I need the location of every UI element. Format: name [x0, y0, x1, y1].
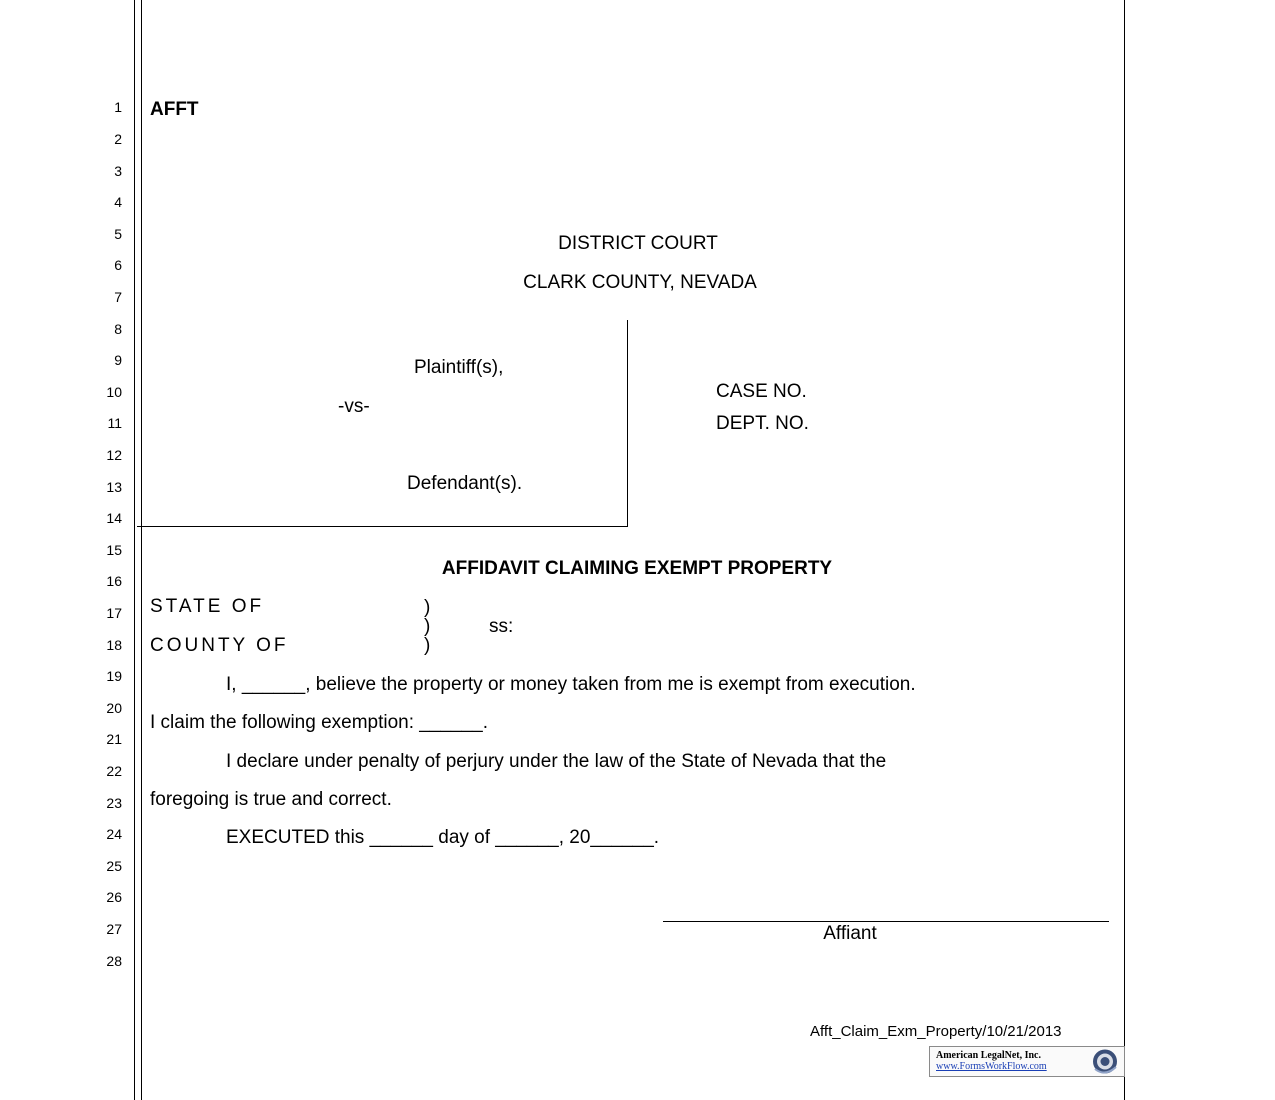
line-number: 3: [114, 163, 122, 179]
state-of-label: STATE OF: [150, 596, 265, 617]
body-line: I, ______, believe the property or money taken from me is exempt from execution.: [226, 674, 916, 695]
line-number: 1: [114, 99, 122, 115]
left-margin-rule-inner: [141, 0, 142, 1100]
line-number: 5: [114, 226, 122, 242]
body-line: foregoing is true and correct.: [150, 789, 392, 810]
line-number: 25: [106, 858, 122, 874]
line-number: 19: [106, 668, 122, 684]
ss-label: ss:: [489, 616, 514, 637]
execution-line: EXECUTED this ______ day of ______, 20______.: [226, 827, 660, 848]
court-name: DISTRICT COURT: [558, 233, 718, 254]
vendor-link[interactable]: www.FormsWorkFlow.com: [936, 1061, 1047, 1072]
venue-paren: ): [424, 635, 431, 656]
line-number: 8: [114, 321, 122, 337]
venue-paren: ): [424, 616, 431, 637]
line-number: 24: [106, 826, 122, 842]
line-number: 17: [106, 605, 122, 621]
line-number: 22: [106, 763, 122, 779]
line-number: 20: [106, 700, 122, 716]
body-line: I claim the following exemption: ______.: [150, 712, 488, 733]
line-number: 10: [106, 384, 122, 400]
county-of-label: COUNTY OF: [150, 635, 289, 656]
line-number: 26: [106, 889, 122, 905]
line-number: 21: [106, 731, 122, 747]
line-number: 4: [114, 194, 122, 210]
plaintiff-label: Plaintiff(s),: [414, 357, 504, 378]
versus-label: -vs-: [338, 396, 370, 417]
left-margin-rule-outer: [134, 0, 135, 1100]
line-number: 18: [106, 637, 122, 653]
line-number: 23: [106, 795, 122, 811]
affiant-label: Affiant: [823, 923, 877, 944]
line-number: 9: [114, 352, 122, 368]
caption-divider-vertical: [627, 320, 628, 527]
vendor-name: American LegalNet, Inc.: [936, 1050, 1041, 1061]
document-title: AFFIDAVIT CLAIMING EXEMPT PROPERTY: [441, 558, 833, 579]
line-number: 7: [114, 289, 122, 305]
line-number: 14: [106, 510, 122, 526]
vendor-logo-icon: [1086, 1047, 1122, 1076]
line-number: 15: [106, 542, 122, 558]
caption-divider-horizontal: [137, 526, 628, 527]
line-number: 13: [106, 479, 122, 495]
line-number: 11: [107, 415, 122, 431]
line-number: 6: [114, 257, 122, 273]
body-line: I declare under penalty of perjury under the law of the State of Nevada that the: [226, 751, 887, 772]
line-number: 28: [106, 953, 122, 969]
venue-paren: ): [424, 597, 431, 618]
right-margin-rule: [1124, 0, 1125, 1100]
form-id: Afft_Claim_Exm_Property/10/21/2013: [810, 1023, 1062, 1040]
line-number: 2: [114, 131, 122, 147]
line-number: 12: [106, 447, 122, 463]
document-code: AFFT: [150, 99, 199, 120]
signature-line: [663, 921, 1109, 922]
case-number-label: CASE NO.: [716, 381, 807, 402]
vendor-badge[interactable]: [929, 1046, 1125, 1077]
defendant-label: Defendant(s).: [407, 473, 523, 494]
department-number-label: DEPT. NO.: [716, 413, 809, 434]
court-county: CLARK COUNTY, NEVADA: [523, 272, 757, 293]
line-number: 16: [106, 573, 122, 589]
line-number: 27: [106, 921, 122, 937]
